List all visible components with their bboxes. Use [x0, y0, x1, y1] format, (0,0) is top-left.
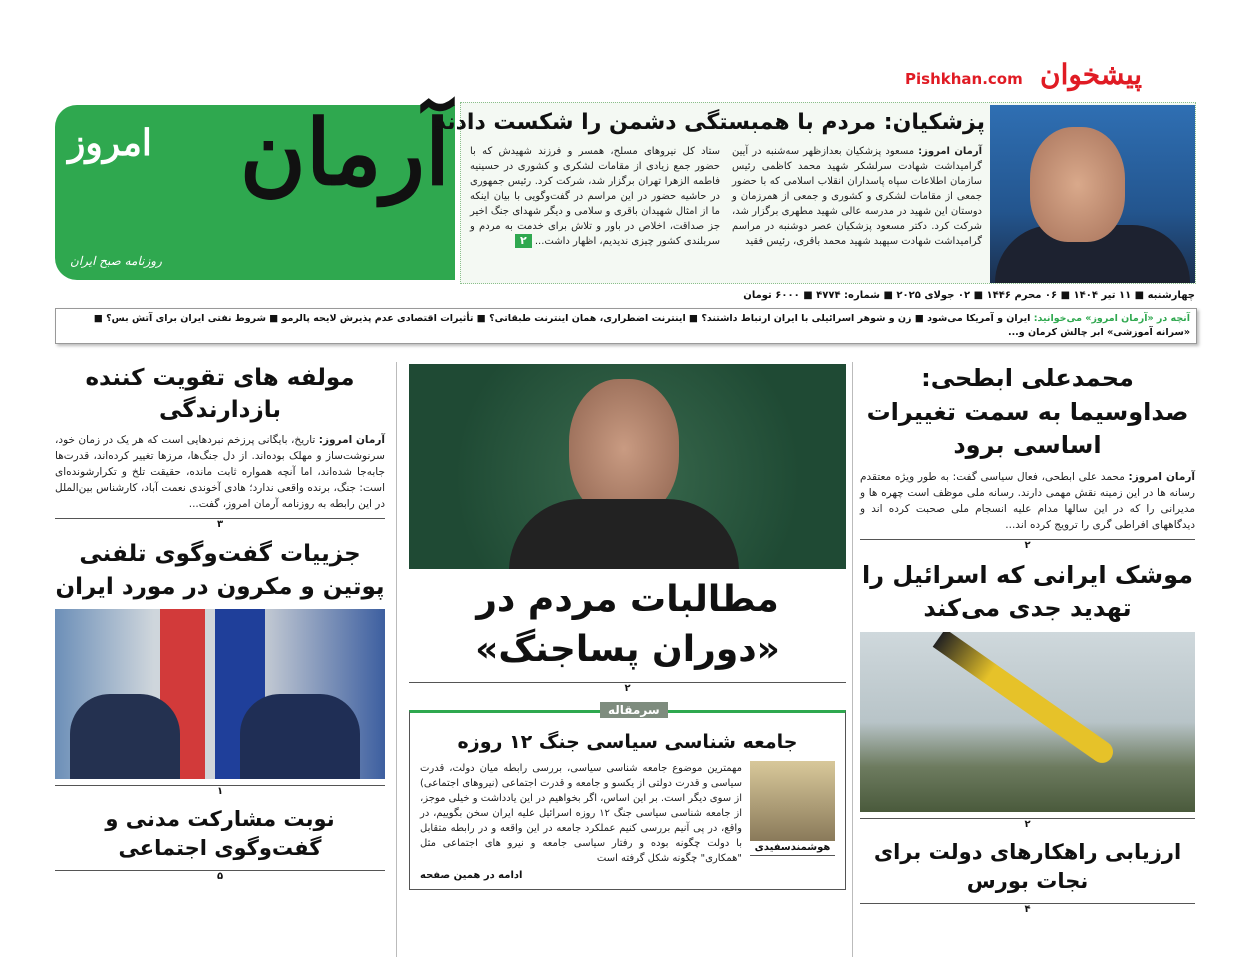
story-headline[interactable]: ارزیابی راهکارهای دولت برای نجات بورس	[873, 839, 1182, 894]
center-column	[409, 364, 846, 890]
page-ref[interactable]: ۳	[55, 518, 385, 532]
page-ref[interactable]: ۱	[55, 785, 385, 799]
editorial-tag: سرمقاله	[600, 702, 668, 718]
author-photo	[750, 761, 835, 841]
ticker: آنچه در «آرمان امروز» می‌خوانید: ایران و آمریکا می‌شود ■ زن و شوهر اسرائیلی با ایران ارتباط داشتند؟ ■ اینترنت اضطراری، همان اینترنت طبقاتی؟ ■ تأثیرات اقتصادی عدم پذیرش لایحه پالرمو ■ شروط نفتی ایران برای آتش بس؟ ■ «سرانه آموزشی» ابر چالش کرمان و...	[55, 308, 1197, 344]
left-column	[55, 362, 385, 884]
story-headline[interactable]: نوبت مشارکت مدنی و گفت‌وگوی اجتماعی	[105, 806, 335, 861]
top-story-col1: آرمان امروز: مسعود پزشکیان بعدازظهر سه‌شنبه در آیین گرامیداشت شهادت سرلشکر شهید محمد کاظمی رئیس سازمان اطلاعات سپاه پاسداران انقلاب اسلامی که با حضور جمعی از مقامات لشکری و کشوری و جمعی از همرزمان و دوستان این شهید در مدرسه عالی شهید مطهری برگزار شد، شرکت کرد. دکتر مسعود پزشکیان عصر دوشنبه در مراسم گرامیداشت شهادت سپهبد شهید محمد باقری، رئیس فقید	[732, 146, 982, 247]
story-headline[interactable]: مولفه های تقویت کننده بازدارندگی	[85, 365, 355, 424]
dateline: چهارشنبه ■ ۱۱ تیر ۱۴۰۴ ■ ۰۶ محرم ۱۴۴۶ ■ ۰۲ جولای ۲۰۲۵ ■ شماره: ۴۷۷۴ ■ ۶۰۰۰ تومان	[743, 290, 1195, 301]
watermark-url: Pishkhan.com	[905, 70, 1023, 88]
masthead-tagline: روزنامه صبح ایران	[70, 254, 162, 268]
story-headline[interactable]: جزییات گفت‌وگوی تلفنی پوتین و مکرون در مورد ایران	[55, 541, 385, 600]
page-ref[interactable]: ۴	[860, 903, 1195, 917]
continued-link[interactable]: ادامه در همین صفحه	[420, 870, 523, 882]
story-headline[interactable]: موشک ایرانی که اسرائیل را تهدید جدی می‌کند	[862, 560, 1193, 623]
story-body: آرمان امروز: محمد علی ابطحی، فعال سیاسی گفت: به طور ویژه معتقدم رسانه ها در این زمینه نقش مهمی دارند. رسانه ملی موظف است چهره ها و مدیرانی را که در این سالها مدام علیه انسجام ملی صحبت کرده اند و دیدگاههای افراطی گری را ترویج کرده اند...	[860, 470, 1196, 531]
page-ref[interactable]: ۲	[409, 682, 846, 696]
page-ref[interactable]: ۲	[860, 818, 1195, 832]
author-name: هوشمندسفیدی	[750, 841, 835, 856]
lead-photo	[409, 364, 846, 569]
page-ref[interactable]: ۲	[860, 539, 1195, 553]
lead-headline[interactable]: مطالبات مردم در «دوران پساجنگ»	[475, 579, 780, 671]
missile-photo	[860, 632, 1195, 812]
top-story-col2: ستاد کل نیروهای مسلح، همسر و فرزند شهیدش که با حضور جمع زیادی از مقامات لشکری و کشوری در حسینیه فاطمه الزهرا تهران برگزار شد، شرکت کرد. رئیس جمهوری در حاشیه حضور در این مراسم در گفت‌وگویی با بیان اینکه ما از امثال شهیدان باقری و سلامی و دیگر شهدای جنگ اخیر جز صداقت، اخلاص در باور و تلاش برای خدمت به مردم و سربلندی کشور چیزی ندیدیم، اظهار داشت... ۲	[470, 146, 720, 247]
editorial-headline[interactable]: جامعه شناسی سیاسی جنگ ۱۲ روزه	[457, 730, 798, 753]
editorial-body: مهمترین موضوع جامعه شناسی سیاسی، بررسی رابطه میان دولت، قدرت سیاسی و قدرت دولتی از یکسو و جامعه و قدرت اجتماعی (نیروهای اجتماعی) از سوی دیگر است. بر این اساس، اگر بخواهیم در این یادداشت و خیلی موجز، از جامعه شناسی سیاسی جنگ ۱۲ روزه اسرائیل علیه ایران سخن بگوییم، در واقع، در پی آنیم بررسی کنیم عملکرد جامعه در این واقعه و در رابطه متقابل با دولت چگونه بوده و رفتار سیاسی جامعه و نیرو های اجتماعی مثل "همکاری" چگونه شکل گرفته است	[420, 763, 742, 865]
right-column	[860, 362, 1195, 917]
logo-name-2: امروز	[68, 122, 152, 164]
top-story-photo	[990, 105, 1195, 283]
putin-macron-photo	[55, 609, 385, 779]
logo-name: آرمان	[239, 100, 450, 206]
top-story-headline[interactable]: پزشکیان: مردم با همبستگی دشمن را شکست دادند	[434, 110, 985, 135]
editorial	[409, 702, 846, 891]
story-headline[interactable]: محمدعلی ابطحی: صداوسیما به سمت تغییرات اساسی برود	[866, 364, 1189, 460]
page-ref[interactable]: ۵	[55, 870, 385, 884]
story-body: آرمان امروز: تاریخ، بایگانی پرزخم نبردهایی است که هر یک در زمان خود، سرنوشت‌ساز و مهلک بوده‌اند. از دل جنگ‌ها، مرزها تغییر کرده‌اند، قدرت‌ها جابه‌جا شده‌اند، اما آنچه همواره ثابت مانده، حقیقت تلخ و تکرارشونده‌ای است: جنگ، برنده واقعی ندارد؛ هادی آخوندی نعمت آباد، کارشناس بین‌الملل در این رابطه به روزنامه آرمان امروز، گفت...	[55, 434, 385, 511]
page-badge[interactable]: ۲	[515, 234, 532, 248]
watermark-logo: پیشخوان	[1040, 58, 1143, 91]
